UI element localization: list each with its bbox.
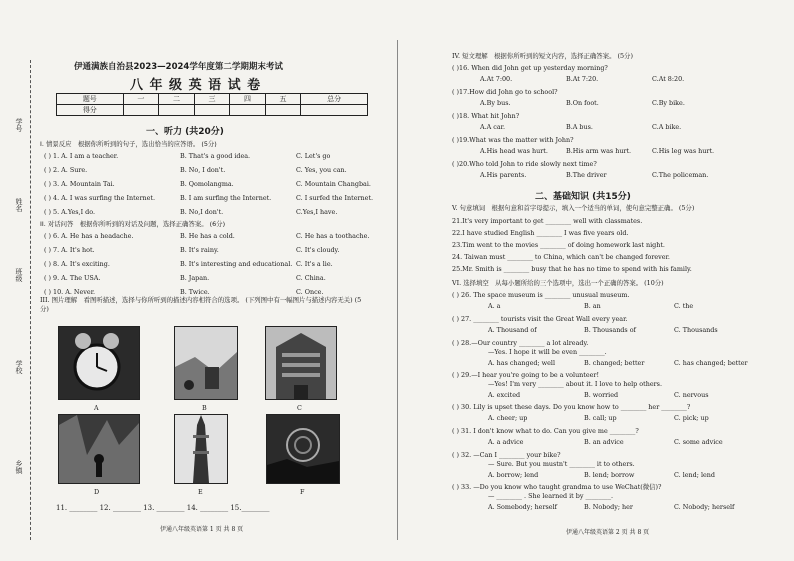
q26-b[interactable]: B. an [584, 302, 601, 310]
q27-b[interactable]: B. Thousands of [584, 326, 636, 334]
q30-a[interactable]: A. cheer; up [488, 414, 528, 422]
q19-c[interactable]: C.His leg was hurt. [652, 147, 715, 155]
part5-list [452, 217, 692, 277]
q33[interactable]: ( ) 33. —Do you know who taught grandma to use WeChat(微信)? [452, 483, 662, 491]
section1-title: 一、听力 (共20分) [146, 127, 224, 137]
q5-c[interactable]: C.Yes,I have. [296, 208, 338, 216]
q8-b[interactable]: B. It's interesting and educational. [180, 260, 293, 268]
q31[interactable]: ( ) 31. I don't know what to do. Can you give me ________? [452, 427, 639, 435]
photo-label-b: B [202, 404, 207, 412]
q6[interactable]: ( ) 6. A. He has a headache. [44, 232, 134, 240]
q26-c[interactable]: C. the [674, 302, 694, 310]
q17-b[interactable]: B.On foot. [566, 99, 599, 107]
photo-label-e: E [198, 488, 203, 496]
q5-b[interactable]: B. No,I don't. [180, 208, 224, 216]
footer-page1: 伊通八年级英语第 1 页 共 8 页 [160, 526, 244, 533]
q29-reply: —Yes! I'm very ________ about it. I love to help others. [488, 380, 662, 388]
margin-label-township: 乡镇 [15, 460, 23, 474]
q27[interactable]: ( ) 27. ________ tourists visit the Great Wall every year. [452, 315, 628, 323]
photo-building[interactable] [265, 326, 337, 400]
q33-c[interactable]: C. Nobody; herself [674, 503, 735, 511]
q16-c[interactable]: C.At 8:20. [652, 75, 685, 83]
q9-c[interactable]: C. China. [296, 274, 326, 282]
q16-a[interactable]: A.At 7:00. [480, 75, 513, 83]
photo-label-c: C [297, 404, 302, 412]
q30-c[interactable]: C. pick; up [674, 414, 709, 422]
q28-c[interactable]: C. has changed; better [674, 359, 748, 367]
q4-c[interactable]: C. I surfed the Internet. [296, 194, 374, 202]
q29[interactable]: ( ) 29.—I hear you're going to be a volunteer! [452, 371, 600, 379]
margin-label-school: 学校 [15, 360, 23, 374]
q32-c[interactable]: C. lend; lend [674, 471, 715, 479]
q5[interactable]: ( ) 5. A.Yes,I do. [44, 208, 95, 216]
q18-c[interactable]: C.A bike. [652, 123, 682, 131]
score-cell: 五 [265, 94, 301, 105]
q17-c[interactable]: C.By bike. [652, 99, 685, 107]
q9[interactable]: ( ) 9. A. The USA. [44, 274, 101, 282]
score-input[interactable] [230, 105, 266, 116]
q27-a[interactable]: A. Thousand of [488, 326, 537, 334]
q1-c[interactable]: C. Let's go [296, 152, 331, 160]
q20-c[interactable]: C.The policeman. [652, 171, 709, 179]
photo-snow-scene[interactable] [174, 326, 238, 400]
score-cell: 一 [123, 94, 159, 105]
q19[interactable]: ( )19.What was the matter with John? [452, 136, 574, 144]
q6-b[interactable]: B. He has a cold. [180, 232, 235, 240]
q4-b[interactable]: B. I am surfing the Internet. [180, 194, 272, 202]
q16[interactable]: ( )16. When did John get up yesterday morning? [452, 64, 608, 72]
q18-a[interactable]: A.A car. [480, 123, 506, 131]
q29-b[interactable]: B. worried [584, 391, 619, 399]
q25[interactable]: 25.Mr. Smith is ________ busy that he has no time to spend with his family. [452, 265, 692, 273]
q17-a[interactable]: A.By bus. [480, 99, 511, 107]
score-table [56, 93, 368, 116]
q22[interactable]: 22.I have studied English ________ I was five years old. [452, 229, 629, 237]
q26-a[interactable]: A. a [488, 302, 501, 310]
q18[interactable]: ( )18. What hit John? [452, 112, 520, 120]
q3-b[interactable]: B. Qomolangma. [180, 180, 234, 188]
q8-c[interactable]: C. It's a lie. [296, 260, 333, 268]
exam-title: 伊通满族自治县2023—2024学年度第二学期期末考试 [74, 62, 283, 72]
part3-heading: III. 图片理解 看图听描述，选择与你所听到的描述内容相符合的选项。 (下列图中有一幅图片与描述内容无关) (5分) [40, 296, 362, 313]
q32-reply: — Sure. But you mustn't ________ it to others. [488, 460, 635, 468]
q28-reply: —Yes. I hope it will be even ________. [488, 348, 607, 356]
score-cell: 总分 [301, 94, 368, 105]
footer-page2: 伊通八年级英语第 2 页 共 8 页 [566, 529, 650, 536]
q32-b[interactable]: B. lend; borrow [584, 471, 635, 479]
q17[interactable]: ( )17.How did John go to school? [452, 88, 558, 96]
q33-b[interactable]: B. Nobody; her [584, 503, 633, 511]
score-cell: 题号 [57, 94, 124, 105]
score-input[interactable] [301, 105, 368, 116]
q29-c[interactable]: C. nervous [674, 391, 709, 399]
q23[interactable]: 23.Tim went to the movies ________ of doing homework last night. [452, 241, 665, 249]
q20-a[interactable]: A.His parents. [480, 171, 527, 179]
q3[interactable]: ( ) 3. A. Mountain Tai. [44, 180, 115, 188]
q7[interactable]: ( ) 7. A. It's hot. [44, 246, 95, 254]
q28-b[interactable]: B. changed; better [584, 359, 645, 367]
score-cell: 二 [159, 94, 195, 105]
margin-label-class: 班级 [15, 268, 23, 282]
part1-heading: I. 情景反应 根据你所听到的句子，选出恰当的应答语。 (5分) [40, 140, 217, 148]
score-input[interactable] [123, 105, 159, 116]
q32-a[interactable]: A. borrow; lend [488, 471, 539, 479]
q1-b[interactable]: B. That's a good idea. [180, 152, 251, 160]
q7-b[interactable]: B. It's rainy. [180, 246, 219, 254]
page-divider [397, 40, 398, 540]
q28-a[interactable]: A. has changed; well [488, 359, 556, 367]
q10[interactable]: ( ) 10. A. Never. [44, 288, 96, 296]
q31-a[interactable]: A. a advice [488, 438, 524, 446]
q16-b[interactable]: B.At 7:20. [566, 75, 599, 83]
q1[interactable]: ( ) 1. A. I am a teacher. [44, 152, 119, 160]
answer-line-11-15[interactable]: 11. ________ 12. ________ 13. ________ 14. ________ 15.________ [56, 504, 270, 512]
section2-title: 二、基础知识 (共15分) [535, 192, 631, 202]
part6-heading: VI. 选择填空 从每小题所给的三个选项中，选出一个正确的答案。 (10分) [452, 279, 664, 287]
q31-c[interactable]: C. some advice [674, 438, 723, 446]
q10-b[interactable]: B. Twice. [180, 288, 210, 296]
photo-label-d: D [94, 488, 100, 496]
q21[interactable]: 21.It's very important to get ________ well with classmates. [452, 217, 643, 225]
margin-label-name: 姓名 [15, 198, 23, 212]
q7-c[interactable]: C. It's cloudy. [296, 246, 340, 254]
part4-heading: IV. 短文理解 根据你所听到的短文内容，选择正确答案。 (5分) [452, 52, 633, 60]
q31-b[interactable]: B. an advice [584, 438, 624, 446]
q20[interactable]: ( )20.Who told John to ride slowly next time? [452, 160, 597, 168]
photo-tower[interactable] [174, 414, 228, 484]
score-input[interactable] [194, 105, 230, 116]
q28[interactable]: ( ) 28.—Our country ________ a lot already. [452, 339, 589, 347]
photo-label-f: F [300, 488, 305, 496]
q2-b[interactable]: B. No, I don't. [180, 166, 226, 174]
q10-c[interactable]: C. Once. [296, 288, 324, 296]
photo-forest-walk[interactable] [58, 414, 140, 484]
q32[interactable]: ( ) 32. —Can I ________ your bike? [452, 451, 561, 459]
exam-subtitle: 八 年 级 英 语 试 卷 [130, 78, 262, 93]
q20-b[interactable]: B.The driver [566, 171, 607, 179]
q2-c[interactable]: C. Yes, you can. [296, 166, 347, 174]
photo-alarm-clock[interactable] [58, 326, 140, 400]
q4[interactable]: ( ) 4. A. I was surfing the Internet. [44, 194, 155, 202]
margin-label-student-id: 学号 [15, 118, 23, 132]
q3-c[interactable]: C. Mountain Changbai. [296, 180, 371, 188]
q19-a[interactable]: A.His head was hurt. [480, 147, 548, 155]
q19-b[interactable]: B.His arm was hurt. [566, 147, 632, 155]
binding-line [30, 60, 31, 540]
score-cell: 四 [230, 94, 266, 105]
part5-heading: V. 句意填词 根据句意和首字母提示，填入一个适当的单词，使句意完整正确。 (5分) [452, 204, 695, 212]
score-cell: 三 [194, 94, 230, 105]
q30-b[interactable]: B. call; up [584, 414, 617, 422]
q6-c[interactable]: C. He has a toothache. [296, 232, 370, 240]
q33-reply: — ________ . She learned it by ________. [488, 492, 614, 500]
q8[interactable]: ( ) 8. A. It's exciting. [44, 260, 110, 268]
photo-night-sky[interactable] [266, 414, 340, 484]
q33-a[interactable]: A. Somebody; herself [488, 503, 557, 511]
part2-heading: II. 对话问答 根据你所听到的对话及问题，选择正确答案。 (6分) [40, 220, 226, 228]
score-input[interactable] [265, 105, 301, 116]
q29-a[interactable]: A. excited [488, 391, 521, 399]
q9-b[interactable]: B. Japan. [180, 274, 210, 282]
q2[interactable]: ( ) 2. A. Sure. [44, 166, 88, 174]
photo-label-a: A [94, 404, 99, 412]
q26[interactable]: ( ) 26. The space museum is ________ unusual museum. [452, 291, 630, 299]
score-cell: 得分 [57, 105, 124, 116]
q24[interactable]: 24. Taiwan must ________ to China, which can't be changed forever. [452, 253, 670, 261]
q27-c[interactable]: C. Thousands [674, 326, 718, 334]
q30[interactable]: ( ) 30. Lily is upset these days. Do you know how to ________ her ________? [452, 403, 691, 411]
score-input[interactable] [159, 105, 195, 116]
q18-b[interactable]: B.A bus. [566, 123, 593, 131]
